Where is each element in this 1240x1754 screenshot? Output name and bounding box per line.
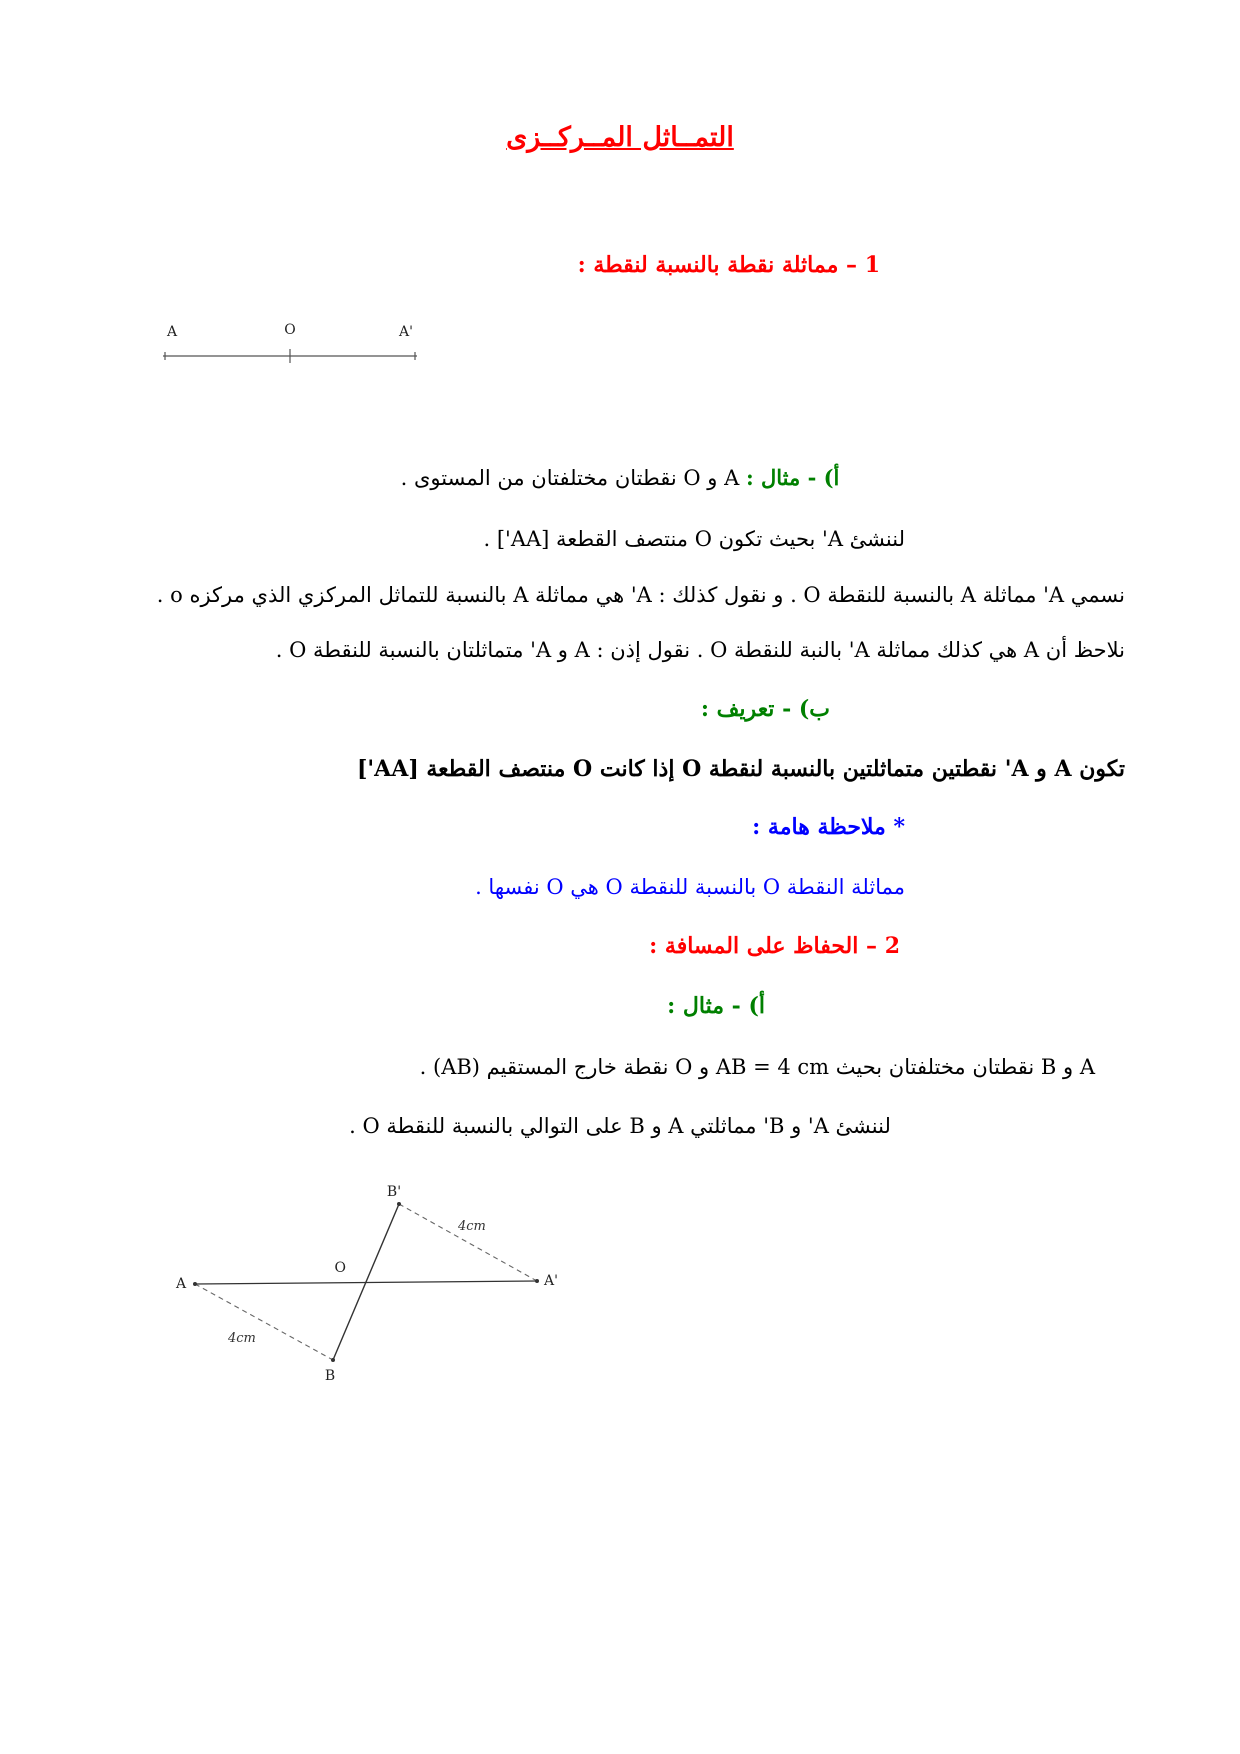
example-a-label: أ) - مثال : [745,465,840,491]
fig2-distance-a-prime-b-prime-label: 4cm [458,1219,486,1235]
points-line: A و B نقطتان مختلفتان بحيث AB = 4 cm و O نقطة خارج المستقيم (AB) . [419,1055,1095,1080]
example-b-heading: أ) - مثال : [667,993,765,1020]
fig2-point-a-prime [535,1279,539,1283]
note-text: مماثلة النقطة O بالنسبة للنقطة O هي O نفسها . [475,874,905,899]
fig2-point-o-label: O [334,1260,346,1277]
naming-paragraph: نسمي A' مماثلة A بالنسبة للنقطة O . و نقول كذلك : A' هي مماثلة A بالنسبة للتماثل المركزي الذي مركزه o . [156,583,1125,608]
figure-distance-preservation [115,1182,1125,1407]
note-heading: * ملاحظة هامة : [752,814,905,841]
fig2-distance-ab-label: 4cm [228,1331,256,1347]
fig2-point-a [193,1282,197,1286]
fig2-dashed-b-prime-a-prime [399,1204,537,1281]
fig1-point-o-label: O [284,322,296,339]
page-title: التمــاثل المــركــزى [506,122,734,153]
example-a-line [115,462,1125,495]
fig2-point-b-prime [397,1202,401,1206]
figure-point-symmetry [115,322,1125,372]
fig2-point-a-prime-label: A' [544,1273,558,1290]
construct-line-2: لننشئ A' و B' مماثلتي A و B على التوالي بالنسبة للنقطة O . [349,1113,891,1138]
fig2-point-b-prime-label: B' [386,1184,402,1201]
observe-paragraph: نلاحظ أن A هي كذلك مماثلة A' بالنبة للنقطة O . نقول إذن : A و A' متماثلتان بالنسبة للنقطة O . [275,637,1125,662]
fig1-point-a-label: A [167,324,178,341]
fig1-point-a-prime-label: A' [399,324,413,341]
definition-heading: ب) - تعريف : [700,696,830,723]
fig2-point-a-label: A [176,1276,187,1293]
construct-line-1: لننشئ A' بحيث تكون O منتصف القطعة [AA'] . [483,526,905,551]
fig2-dashed-a-b [195,1284,333,1360]
definition-text: تكون A و A' نقطتين متماثلتين بالنسبة لنقطة O إذا كانت O منتصف القطعة [AA'] [357,756,1125,783]
fig2-point-b [331,1358,335,1362]
figure2-svg [170,1182,570,1407]
section2-heading: 2 – الحفاظ على المسافة : [649,933,900,960]
fig2-point-b-label: B [324,1368,336,1385]
section1-heading: 1 – مماثلة نقطة بالنسبة لنقطة : [577,252,880,278]
example-a-text: A و O نقطتان مختلفتان من المستوى . [400,466,746,491]
figure1-svg [155,322,425,372]
